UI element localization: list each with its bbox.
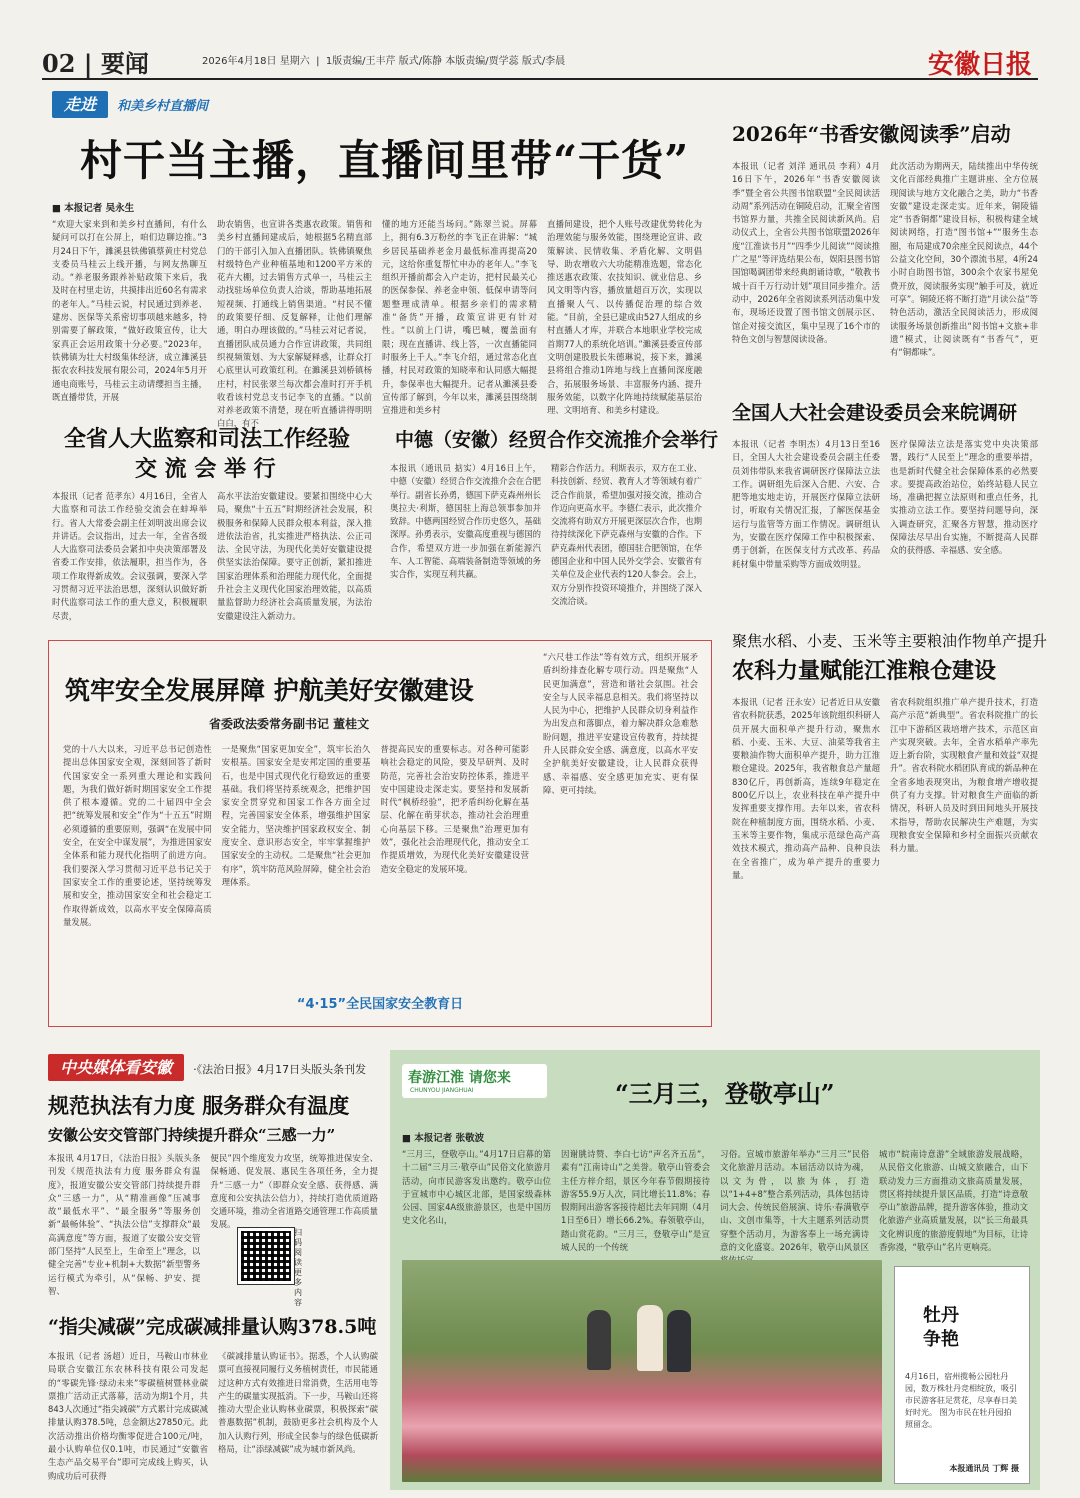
series-tag: 走进 和美乡村直播间 bbox=[52, 92, 208, 115]
masthead bbox=[42, 44, 1038, 80]
page-meta: 2026年4月18日 星期六 | 1版责编/王丰芹 版式/陈静 本版责编/贾学蕊 版式/李晨 bbox=[202, 56, 566, 67]
top-story-body bbox=[52, 200, 702, 429]
article-column: 本报讯（记者 刘洋 通讯员 李莉）4月16日下午，2026年“书香安徽阅读季”暨全省公共图书馆联盟“全民阅读活动周”系列活动在铜陵启动，汇聚全省图书馆界力量，共推全民阅读新风尚。启动仪式上，全省公共图书馆联盟2026年度“江淮读书月”“四季少儿阅读”“阅读推广之星”等评选结果公布，娱阳县图书馆国馆喝调团带来经典朗诵诗歌，“敬教书城十百千万行动计划”项目同步推介。活动中，2026年全省阅读系列活动集中发布，现场还设置了图书馆文创展示区、馆企对接交流区，集中呈现了16个市的特色文创与智慧阅读设备。 bbox=[732, 161, 880, 344]
sino-german-headline: 中德（安徽）经贸合作交流推介会举行 bbox=[395, 429, 719, 451]
feature-footer: “4·15”全民国家安全教育日 bbox=[296, 997, 464, 1012]
article-column: “六尺巷工作法”等有效方式，组织开展矛盾纠纷排查化解专项行动。四是聚焦“人民更加满意”，营造和谐社会氛围。社会安全与人民幸福息息相关。我们将坚持以人民为中心，把维护人民群众切身利益作为出发点和落脚点，着力解决群众急难愁盼问题，推进平安建设宣传教育，持续提升人民群众安全感、满意度，以高水平安全护航美好安徽建设，让人民群众获得感、幸福感、安全感更加充实、更有保障、更可持续。 bbox=[543, 652, 698, 795]
article-column: 《碳减排量认购证书》。据悉，个人认购碳票可直接视同履行义务植树责任，市民能通过这种方式有效推进日常消费，生活用电等产生的碳量实现抵消。下一步，马鞍山还将推动大型企业认购林业碳票，积极探索“碳普惠数据”机制，鼓励更多社会机构及个人加入认购行列，形成全民参与的绿色低碳新格局，让“添绿减碳”成为城市新风尚。 bbox=[218, 1351, 378, 1455]
qr-code[interactable] bbox=[238, 1228, 294, 1284]
spring-tag: 春游江淮 请您来 CHUNYOU JIANGHUAI bbox=[402, 1064, 547, 1098]
central-media-body bbox=[48, 1152, 378, 1307]
article-column: 本报讯（记者 李明杰）4月13日至16日，全国人大社会建设委员会副主任委员刘伟带队来我省调研医疗保障法立法工作。调研组先后深入合肥、六安、合肥等地实地走访，开展医疗保障立法研讨，听取有关情况汇报，了解医保基金运行与监管等方面工作情况。调研组认为，安徽在医疗保障工作中积极探索、勇于创新，在医保支付方式改革、药品耗材集中带量采购等方面成效明显。 bbox=[732, 439, 880, 569]
article-column: 本报讯 4月17日，《法治日报》头版头条刊发《规范执法有力度 服务群众有温度》，报道安徽公安交管部门持续提升群众“三感一力”，从“精准画像”压减事故“最低水平”、“最全服务”等服务创新“最畅体验”、“执法公信”支撑群众“最高满意度”等方面，报道了安徽公安交管部门坚持“人民至上，生命至上”理念，以健全完善“专业+机制+大数据”新型警务运行模式为牵引，从“保畅、护安、提智、 bbox=[48, 1153, 201, 1296]
sino-german-story-body bbox=[390, 462, 702, 615]
article-column: 省农科院组织推广单产提升技术，打造高产示范“新典型”。省农科院推广的长江中下游稻区栽培增产技术，示范区亩产实现突破。去年，全省水稻单产率先迈上新台阶，实现粮食产量和效益“双提升”。省农科院水稻团队育成的新品种在全省多地表现突出，为粮食增产增收提供了有力支撑。针对粮食生产面临的新情况，科研人员及时到田间地头开展技术指导，帮助农民解决生产难题，为实现粮食安全保障和乡村全面振兴贡献农科力量。 bbox=[890, 697, 1038, 854]
qr-label: 扫码阅读更多内容 bbox=[294, 1228, 302, 1307]
page-number: 02 | 要闻 bbox=[42, 49, 149, 78]
article-column: “欢迎大家来到和美乡村直播间，有什么疑问可以打在公屏上，咱们边聊边推。”3月24日下午，濉溪县铁佛镇蔡黄庄村党总支委员马桂云上线开播，与网友热聊互动。“养老服务跟养补贴政策下来后，我及时在村里走访，共摸排出近60名有需求的老年人。”马桂云说，村民通过到养老、建房、医保等关系密切事项越来越多，特别需要了解政策，“做好政策宣传，让大家真正会运用政策十分必要。”2023年，铁佛镇为壮大村级集体经济，成立濉溪县振农农科技发展有限公司，2024年5月开通电商账号，马桂云主动请缨担当主播，既直播带货，开展 bbox=[52, 219, 207, 402]
article-column: 懂的地方还能当场问。”陈翠兰说。屏幕上，拥有6.3万粉丝的李飞正在讲解：“城乡居民基础养老金月最低标准再提高20元，这给你重复帮忙申办的老年人。”李飞组织开播前都会入户走访，把村民最关心的医保参保、养老金申领、低保申请等问题整理成清单。根据乡亲们的需求精准“备货”开播，政策宣讲更有针对性。“以前上门讲，嘴巴喊，覆盖面有限；现在直播讲、线上答，一次直播能同时服务上千人。”李飞介绍，通过常态化直播，村民对政策的知晓率和认同感大幅提升，参保率也大幅提升。记者从濉溪县委宣传部了解到，今年以来，濉溪县围绕制宣推进和美乡村 bbox=[382, 219, 537, 416]
reading-story-body bbox=[732, 160, 1038, 388]
article-column: 习俗。宣城市旅游年举办“三月三”民俗文化旅游月活动。本届活动以诗为魂，以文为骨，以旅为体，打造以“1+4+8”整合系列活动，具体包括诗词大会、传统民俗展演、诗乐·春满敬亭山、文创市集等，十大主题系列活动贯穿整个活动月，为游客奉上一场充满诗意的文化盛宴。2026年，敬亭山风景区 bbox=[720, 1149, 869, 1253]
judicial-headline-line1: 全省人大监察和司法工作经验 bbox=[64, 426, 351, 452]
feature-headline: 筑牢安全发展屏障 护航美好安徽建设 bbox=[65, 676, 474, 705]
newspaper-logo: 安徽日报 bbox=[927, 50, 1032, 80]
judicial-story-body bbox=[52, 490, 372, 621]
central-media-tag: 中央媒体看安徽 ·《法治日报》4月17日头版头条刊发 bbox=[48, 1055, 366, 1078]
central-media-headline: 规范执法有力度 服务群众有温度 bbox=[48, 1093, 350, 1118]
grain-kicker: 聚焦水稻、小麦、玉米等主要粮油作物单产提升 bbox=[732, 632, 1048, 650]
judicial-headline-line2: 交 流 会 举 行 bbox=[135, 456, 276, 482]
byline: ■ 本报记者 张敬波 bbox=[402, 1133, 485, 1144]
article-column: 一是聚焦“国家更加安全”，筑牢长治久安根基。国家安全是安邦定国的重要基石，也是中国式现代化行稳致远的重要基础。我们将坚持系统观念，把维护国家安全贯穿党和国家工作各方面全过程，完善国家安全体系，增强维护国家安全能力，坚决维护国家政权安全、制度安全、意识形态安全，牢牢掌握维护国家安全的主动权。二是聚焦“社会更加有序”，筑牢防范风险屏障，健全社会治理体系。 bbox=[221, 744, 371, 887]
article-column: 便民”四个维度发力攻坚，统筹推进保安全、保畅通、促发展、惠民生各项任务，全力提升“三感一力”（即群众安全感、获得感、满意度和公安执法公信力），持续打造优质道路交通环境，推动全省道路交通管理工作高质量发展。 bbox=[210, 1153, 378, 1230]
byline: ■ 本报记者 吴永生 bbox=[52, 203, 135, 214]
article-column: 本报讯（记者 范孝东）4月16日，全省人大监察和司法工作经验交流会在蚌埠举行。省人大常委会副主任刘明波出席会议并讲话。会议指出，过去一年，全省各级人大监察司法委员会紧扣中央决策部署及省委工作安排，依法履职，担当作为，各项工作取得新成效。会议强调，要深入学习贯彻习近平法治思想，深刻认识做好新时代监察司法工作的重大意义，积极履职尽责， bbox=[52, 491, 207, 621]
spring-panel bbox=[390, 1050, 1040, 1490]
article-column: 本报讯（通讯员 掂实）4月16日上午，中德（安徽）经贸合作交流推介会在合肥举行。副省长孙勇，德国下萨克森州州长奥拉夫·利斯，德国驻上海总领事参加并致辞。中德两国经贸合作历史悠久，基础深厚。孙勇表示，安徽高度重视与德国的合作，希望双方进一步加强在新能源汽车、人工智能、高端装备制造等领域的务实合作，实现互利共赢。 bbox=[390, 463, 541, 580]
article-column: 城市“皖南诗意游”全域旅游发展战略，从民俗文化旅游、山城文旅融合，山下联动发力三方面推动文旅高质量发展，贯区将持续提升景区品质，打造“诗意敬亭山”旅游品牌，提升游客体验，推动文化旅游产业高质量发展，以“长三角最具文化辨识度的旅游度假地”为目标，让诗香弥漫，“敬亭山”名片更响亮。 bbox=[879, 1149, 1028, 1253]
article-column: “三月三，登敬亭山。”4月17日启幕的第十二届“三月三·敬亭山”民俗文化旅游月活动，向市民游客发出邀约。敬亭山位于宣城市中心城区北部，是国家级森林公园、国家4A级旅游景区，也是中国历史文化名山， bbox=[402, 1149, 551, 1226]
grain-story-body bbox=[732, 696, 1038, 1041]
carbon-body bbox=[48, 1350, 378, 1480]
reading-headline: 2026年“书香安徽阅读季”启动 bbox=[732, 122, 1011, 146]
feature-right-column bbox=[543, 651, 698, 983]
person-figure bbox=[587, 1310, 611, 1370]
article-column: 高水平法治安徽建设。要紧扣围绕中心大局，聚焦“十五五”时期经济社会发展，积极服务和保障人民群众根本利益，深入推进依法治省，扎实推进严格执法、公正司法、全民守法，为现代化美好安徽建设提供坚实法治保障。要守正创新，紧扣推进国家治理体系和治理能力现代化，全面提升社会主义现代化国家治理效能，以高质量监督助力经济社会高质量发展，为法治安徽建设注入新动力。 bbox=[217, 491, 372, 621]
peony-title-line2: 争艳 bbox=[923, 1329, 959, 1350]
article-column: 此次活动为期两天，陆续推出中华传统文化百部经典推广主题讲座、全方位展现阅读与地方文化融合之美，助力“书香安徽”建设走深走实。近年来，铜陵锚定“书香铜都”建设目标，积极构建全域阅读网络，打造“图书馆+”“服务生态圈，布局建成70余座全民阅读点，44个公益文化空间，30个漂流书屋，4所24小时自助图书馆，300余个农家书屋免费开放，阅读服务实现“触手可及，就近可享”。铜陵还将不断打造“月读公益”等特色活动，激活全民阅读活力，形成阅读服务场景创新推出“阅书馆+文旅+非遗”模式，让阅读既有“书香气”，更有“铜都味”。 bbox=[890, 161, 1038, 358]
article-column: 医疗保障法立法是落实党中央决策部署，践行“人民至上”理念的重要举措，也是新时代健全社会保障体系的必然要求。要提高政治站位，始终站稳人民立场，准确把握立法原则和重点任务，扎实推动立法工作。要坚持问题导向，深入调查研究，汇聚各方智慧，推动医疗保障法尽早出台实施，不断提高人民群众的获得感、幸福感、安全感。 bbox=[890, 439, 1038, 556]
peony-photo bbox=[402, 1260, 882, 1482]
article-column: 因谢朓诗赞、李白七访“声名齐五岳”，素有“江南诗山”之美誉。敬亭山管委会主任方梓介绍，景区今年春节假期接待游客55.9万人次，同比增长11.8%；春假期间出游客客接待超比去年同期（4月1日至6日）增长66.2%。春领敬亭山，踏山赏花韵。“三月三，登敬亭山”是宣城人民的一个传统 bbox=[561, 1149, 710, 1253]
article-column: 本报讯（记者 汤超）近日，马鞍山市林业局联合安徽江东农林科技有限公司发起的“零碳先锋·绿动未来”零碳植树暨林业碳票推广活动正式落幕，活动为期1个月，共843人次通过“指尖减碳”方式累计完成碳减排量认购378.5吨，总金额达27850元。此次活动推出价格均衡零促进合100元/吨，最小认购单位仅0.1吨，市民通过“安徽省生态产品交易平台”即可完成线上购买，认购成功后可获得 bbox=[48, 1351, 208, 1481]
grain-headline: 农科力量赋能江淮粮仓建设 bbox=[732, 658, 997, 684]
article-column: 本报讯（记者 汪永安）记者近日从安徽省农科院获悉，2025年该院组织科研人员开展大面积单产提升行动，聚焦水稻、小麦、玉米、大豆、油菜等我省主要粮油作物大面积单产提升，助力江淮粮仓建设。2025年，我省粮食总产量超830亿斤，再创新高，连续9年稳定在800亿斤以上，农业科技在单产提升中发挥重要支撑作用。去年以来，省农科院在种植制度方面，围绕水稻、小麦、玉米等主要作物，集成示范绿色高产高效技术模式，推动高产品种、良种良法在全省推广，成为单产提升的重要力量。 bbox=[732, 697, 880, 880]
person-figure bbox=[667, 1310, 691, 1372]
npc-social-headline: 全国人大社会建设委员会来皖调研 bbox=[732, 402, 1018, 424]
article-column: 直播间建设，把个人账号改建优势转化为治理效能与服务效能，围绕理论宣讲、政策解读、民情收集、矛盾化解、文明倡导、助农增收六大功能精准选题，常态化推送惠农政策、农技知识、就业信息、乡风文明等内容，播放量超百万次，实现以直播聚人气、以传播促治理的综合效能。“目前，全县已建成由527人组成的乡村直播人才库，并联合本地职业学校完成首期77人的系统化培训。”濉溪县委宣传部文明创建股股长朱德琳说，接下来，濉溪县将组合推动1阵地与线上直播间深度融合，拓展服务场景、丰富服务内涵、提升服务效能，以数字化阵地持续赋能基层治理、文明培育、和美乡村建设。 bbox=[547, 219, 702, 416]
article-column: 普提高民安的重要标志。对各种可能影响社会稳定的风险，要及早研判、及时防范，完善社会治安防控体系，推进平安中国建设走深走实。要坚持和发展新时代“枫桥经验”，把矛盾纠纷化解在基层、化解在萌芽状态，推动社会治理重心向基层下移。三是聚焦“治理更加有效”，强化社会治理现代化，推动安全工作提质增效，为现代化美好安徽建设营造安全稳定的发展环境。 bbox=[380, 744, 530, 874]
top-headline: 村干当主播，直播间里带“干货” bbox=[80, 136, 690, 185]
peony-caption-box bbox=[894, 1266, 1030, 1484]
article-column: 精彩合作活力。利斯表示，双方在工业、科技创新、经贸、教育人才等领域有着广泛合作前景，希望加强对接交流，推动合作迈向更高水平。李德仁表示，此次推介交流将有助双方开展更深层次合作，也期待持续深化下萨克森州与安徽的合作。下萨克森州代表团，德国驻合肥领馆，在华德国企业和中国人民外交学会、安徽省有关单位及企业代表约120人参会。会上，双方分别作投资环境推介，并围绕了深入交流洽谈。 bbox=[551, 463, 702, 606]
feature-box bbox=[48, 640, 712, 1027]
peony-caption: 4月16日，宿州揽畅公园牡丹园，数万株牡丹竞相绽放，吸引市民游客驻足赏花，尽享春日美好时光。 图为市民在牡丹园拍照留念。 bbox=[905, 1372, 1017, 1429]
feature-byline: 省委政法委常务副书记 董桂文 bbox=[209, 717, 370, 731]
carbon-headline: “指尖减碳”完成碳减排量认购378.5吨 bbox=[48, 1316, 377, 1338]
photo-credit: 本报通讯员 丁辉 摄 bbox=[949, 1464, 1019, 1473]
article-column: 党的十八大以来，习近平总书记创造性提出总体国家安全观，深刻回答了新时代国家安全一系列重大理论和实践问题，为我们做好新时期国家安全工作提供了根本遵循。党的二十届四中全会把“统筹发展和安全”作为“十五五”时期必须遵循的重要原则，强调“在发展中同安全，在安全中谋发展”，为推进国家安全体系和能力现代化指明了前进方向。我们要深入学习贯彻习近平总书记关于国家安全工作的重要论述，坚持统筹发展和安全，推动国家安全和社会稳定工作取得新成效，以高水平安全保障高质量发展。 bbox=[63, 744, 212, 927]
central-media-subhead: 安徽公安交管部门持续提升群众“三感一力” bbox=[48, 1126, 336, 1144]
person-figure bbox=[637, 1305, 663, 1371]
spring-headline: “三月三，登敬亭山” bbox=[615, 1079, 835, 1108]
peony-title-line1: 牡丹 bbox=[923, 1305, 959, 1326]
article-column: 助农销售，也宣讲各类惠农政策。销售和美乡村直播间建成后，她根据5名精直部门的干部引入加入直播团队。铁佛镇聚焦村级特色产业种植基地和1200平方米的花卉大棚，过去销售方式单一，马桂云主动找驻场单位负责人洽谈，帮助基地拓展短视频、打通线上销售渠道。“村民不懂的政策要仔细、反复解释，让他们理解通，明白办理该做的。”马桂云对记者说，直播团队成员通力合作宣讲政策，共同组织视频策划、为大家解疑释惑，让群众打心底里认可政策红利。在濉溪县刘桥镇杨庄村，村民张翠兰每次都会准时打开手机收看该村党总支书记李飞的直播。“以前对养老政策不清楚，现在听直播讲得明明白白，有不 bbox=[217, 219, 372, 429]
spring-body bbox=[402, 1130, 1028, 1253]
npc-social-story-body bbox=[732, 438, 1038, 618]
